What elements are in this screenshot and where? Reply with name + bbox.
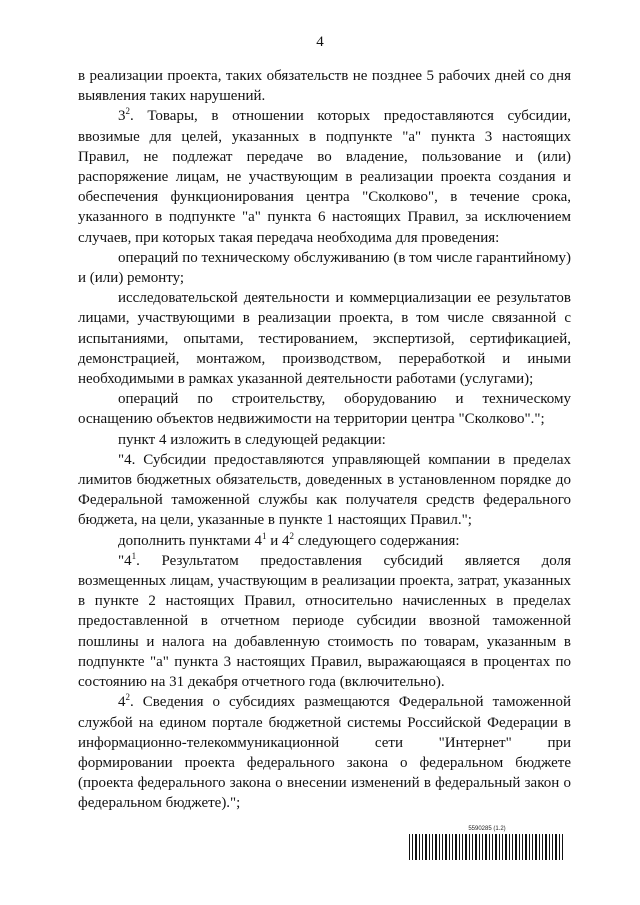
clause-superscript: 1 bbox=[131, 550, 137, 561]
clause-number: 3 bbox=[118, 108, 126, 125]
superscript: 2 bbox=[289, 530, 294, 541]
paragraph-1: в реализации проекта, таких обязательств не позднее 5 рабочих дней со дня выявления таких нарушений. bbox=[78, 68, 571, 105]
clause-number: "4 bbox=[118, 552, 132, 569]
barcode-label: 5590285 (1.2) bbox=[468, 826, 506, 832]
paragraph-5: операций по строительству, оборудованию и техническому оснащению объектов недвижимости на территории центра "Сколково"."; bbox=[78, 391, 571, 428]
paragraph-6: пункт 4 изложить в следующей редакции: bbox=[118, 431, 386, 448]
paragraph-7: "4. Субсидии предоставляются управляющей компании в пределах лимитов бюджетных обязательств, доведенных в установленном порядке до Федеральной таможенной службы как получателя средств федерального бюджета, на цели, указанные в пункте 1 настоящих Правил."; bbox=[78, 451, 571, 529]
text-part: и 4 bbox=[266, 532, 290, 549]
barcode-block bbox=[408, 826, 566, 860]
clause-text: . Сведения о субсидиях размещаются Федеральной таможенной службой на едином портале бюджетной системы Российской Федерации в информационно-телекоммуникационной сети "Интернет" при формировании проекта федерального закона о федеральном бюджете (проекта федерального закона о внесении изменений в федеральный закон о федеральном бюджете)."; bbox=[78, 694, 571, 812]
clause-number: 4 bbox=[118, 694, 126, 711]
barcode-icon bbox=[408, 834, 566, 860]
text-part: следующего содержания: bbox=[294, 532, 460, 549]
paragraph-9 bbox=[78, 551, 571, 692]
paragraph-4: исследовательской деятельности и коммерциализации ее результатов лицами, участвующими в реализации проекта, в том числе связанной с испытаниями, опытами, тестированием, экспертизой, сертификацией, демонстрацией, монтажом, производством, переработкой и иными необходимыми в рамках указанной деятельности работами (услугами); bbox=[78, 290, 571, 388]
text-part: дополнить пунктами 4 bbox=[118, 532, 262, 549]
clause-superscript: 2 bbox=[125, 106, 130, 117]
paragraph-10 bbox=[78, 692, 571, 813]
superscript: 1 bbox=[261, 530, 267, 541]
clause-text: . Результатом предоставления субсидий является доля возмещенных лицам, участвующим в реализации проекта, затрат, указанных в пункте 2 настоящих Правил, относительно начисленных в пределах предоставленной в отчетном периоде субсидии ввозной таможенной пошлины и налога на добавленную стоимость по товарам, указанным в подпункте "а" пункта 3 настоящих Правил, выражающаяся в процентах по состоянию на 31 декабря отчетного года (включительно). bbox=[78, 552, 571, 691]
page-number: 4 bbox=[316, 34, 324, 50]
paragraph-8 bbox=[78, 531, 571, 551]
clause-superscript: 2 bbox=[125, 692, 130, 703]
clause-text: . Товары, в отношении которых предоставляются субсидии, ввозимые для целей, указанных в подпункте "а" пункта 3 настоящих Правил, не подлежат передаче во владение, пользование и (или) распоряжение лицам, не участвующим в реализации проекта создания и обеспечения функционирования центра "Сколково", в течение срока, указанного в подпункте "а" пункта 6 настоящих Правил, за исключением случаев, при которых такая передача необходима для проведения: bbox=[78, 108, 571, 246]
paragraph-2 bbox=[78, 106, 571, 247]
document-body bbox=[78, 66, 571, 814]
paragraph-3: операций по техническому обслуживанию (в том числе гарантийному) и (или) ремонту; bbox=[78, 249, 571, 287]
